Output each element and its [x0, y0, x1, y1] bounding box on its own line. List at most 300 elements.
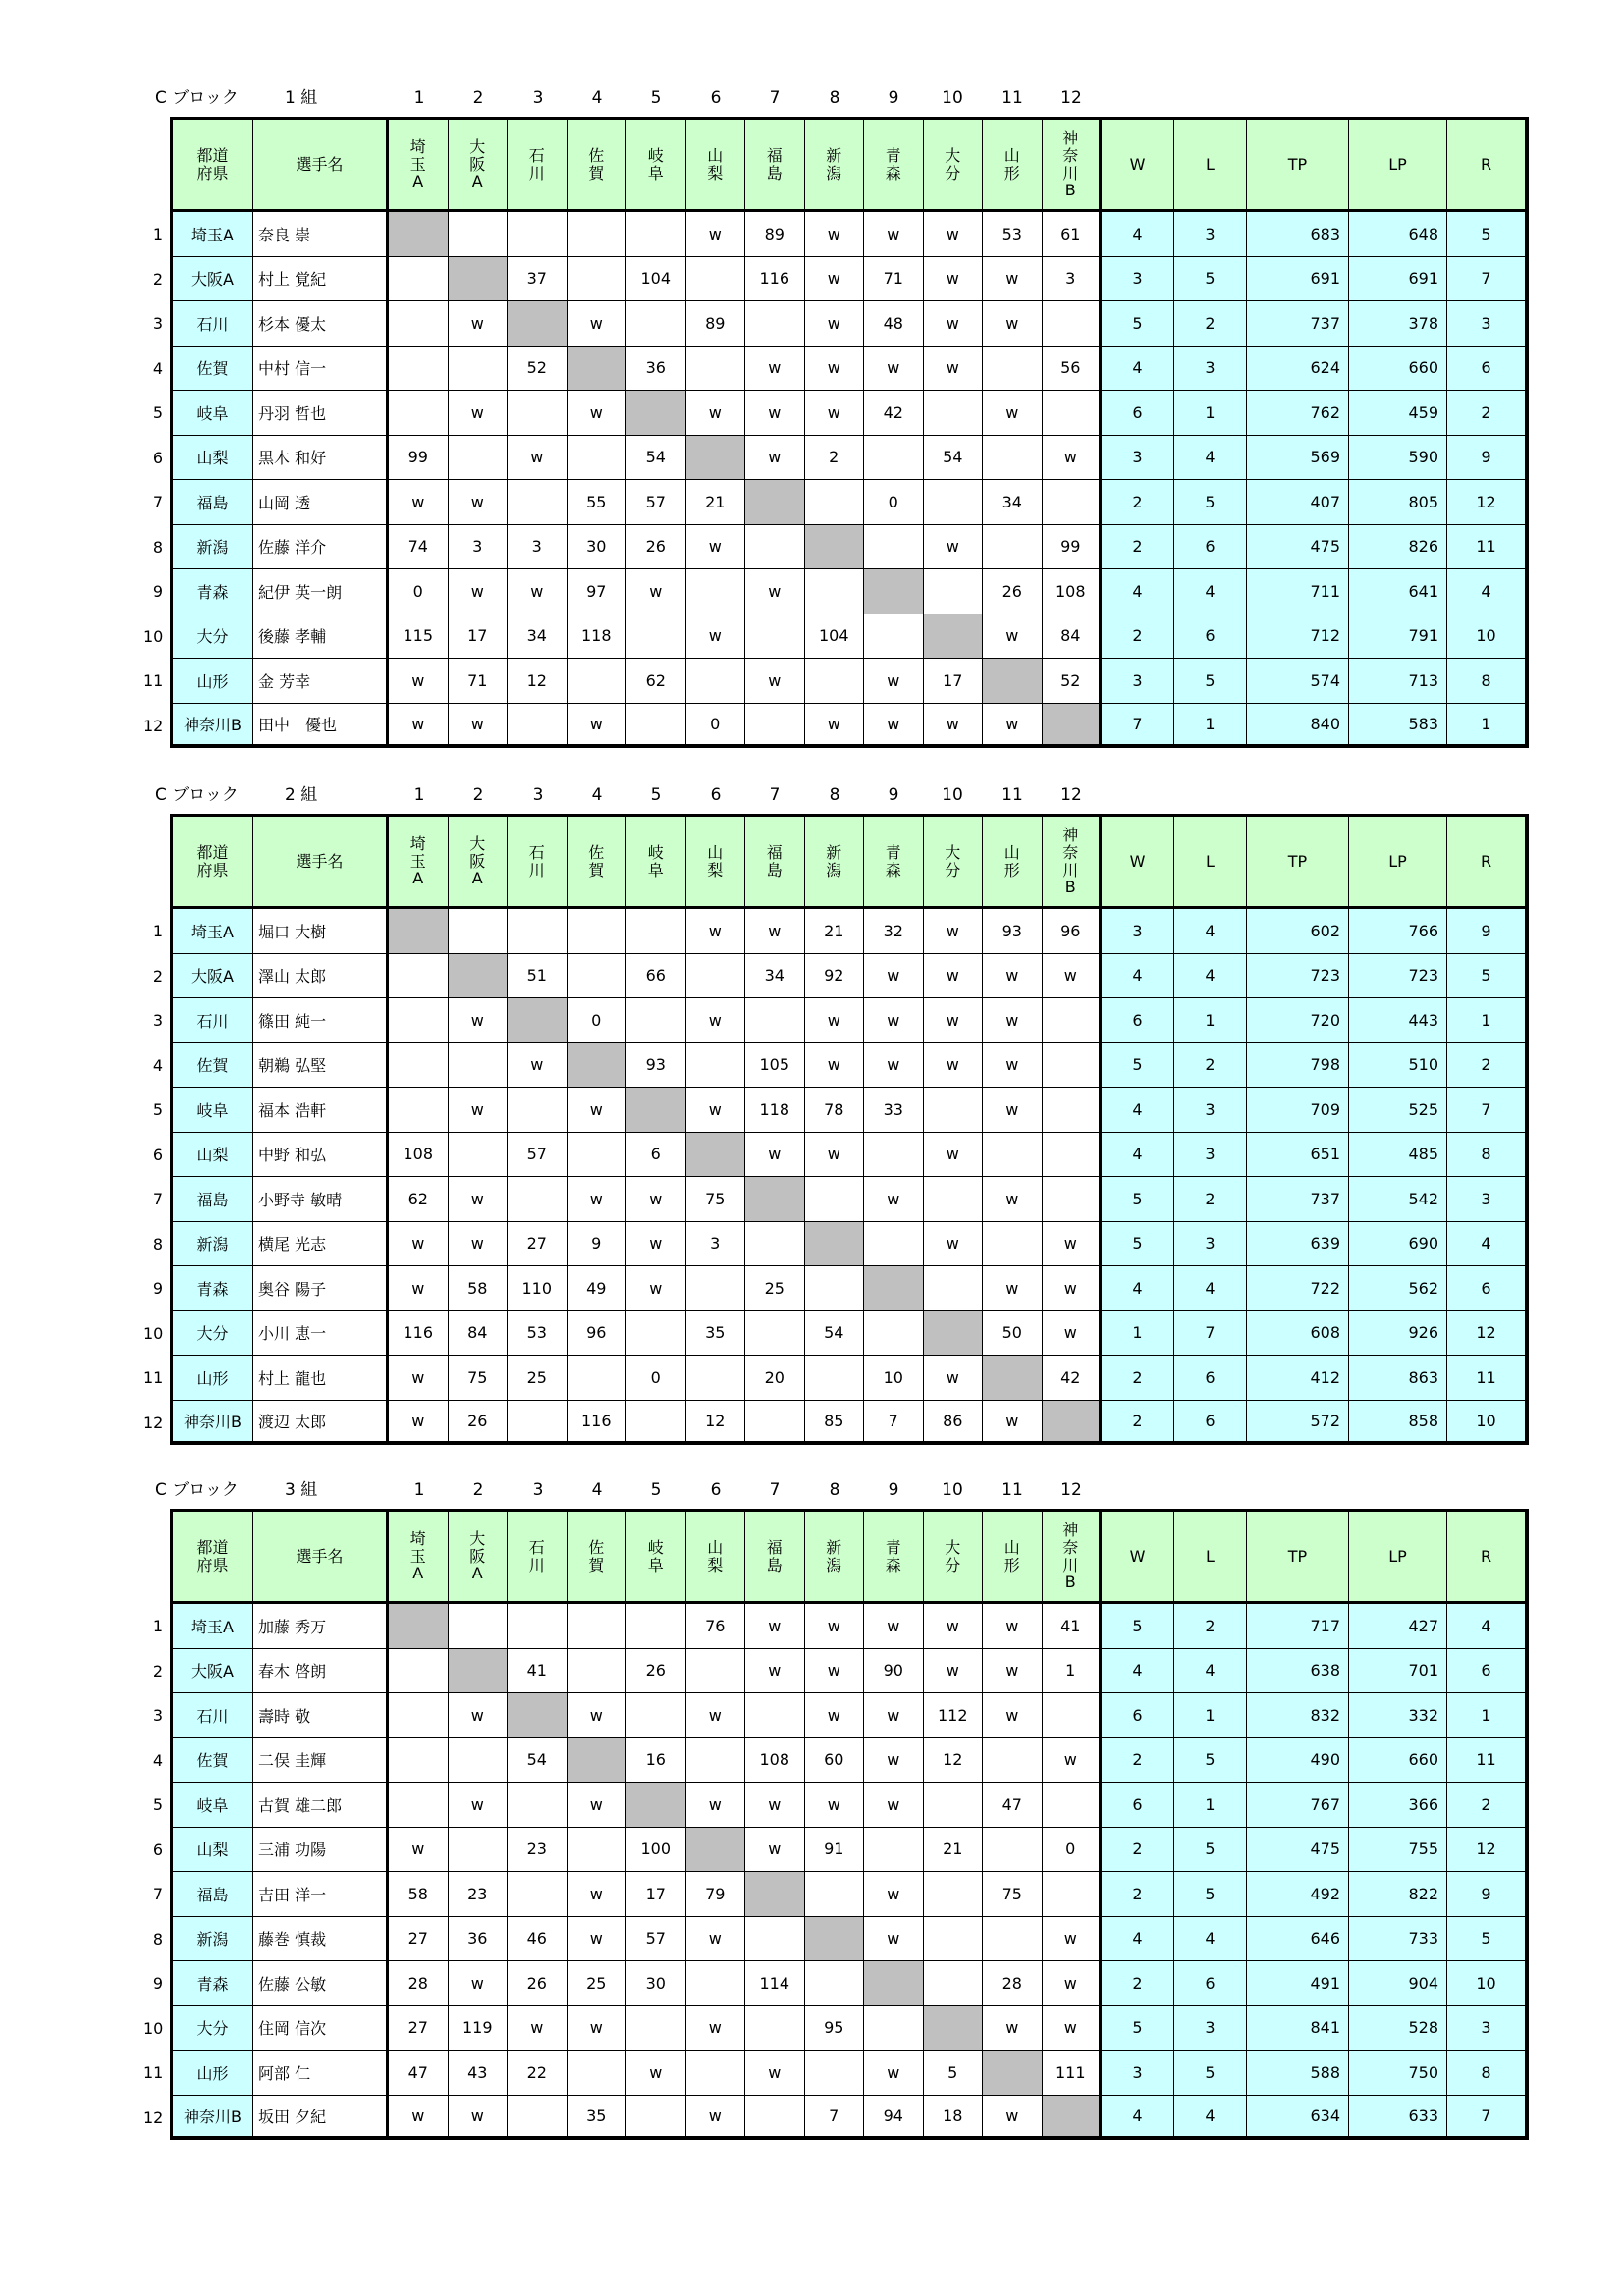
prefecture-cell: 大阪A — [173, 1649, 253, 1694]
stat-tp: 602 — [1247, 909, 1349, 954]
stat-l: 7 — [1174, 1311, 1247, 1357]
stat-l: 4 — [1174, 2096, 1247, 2138]
stat-tp: 412 — [1247, 1356, 1349, 1401]
stat-lp: 750 — [1349, 2051, 1447, 2096]
stat-l: 2 — [1174, 1604, 1247, 1649]
match-score-cell — [508, 391, 568, 436]
self-match-cell — [983, 2051, 1043, 2096]
match-score-cell: w — [805, 1604, 865, 1649]
group-label: 2 組 — [285, 785, 318, 805]
match-score-cell — [924, 1088, 984, 1133]
stat-tp: 569 — [1247, 436, 1349, 481]
stat-l: 3 — [1174, 212, 1247, 257]
match-score-cell: w — [449, 569, 509, 614]
player-name: 三浦 功陽 — [253, 1828, 389, 1873]
match-score-cell: w — [389, 1356, 449, 1401]
match-score-cell — [568, 257, 627, 302]
match-score-cell — [568, 1649, 627, 1694]
match-score-cell: 89 — [745, 212, 805, 257]
self-match-cell — [983, 659, 1043, 704]
match-score-cell — [508, 1783, 568, 1828]
match-score-cell: w — [1043, 1961, 1103, 2006]
match-score-cell — [864, 1133, 924, 1178]
match-score-cell: 21 — [924, 1828, 984, 1873]
match-score-cell — [626, 212, 686, 257]
match-score-cell — [745, 1222, 805, 1267]
match-score-cell — [924, 1177, 984, 1222]
row-number: 1 — [152, 922, 163, 940]
match-score-cell: w — [568, 1872, 627, 1917]
match-score-cell — [1043, 1872, 1103, 1917]
stat-tp: 767 — [1247, 1783, 1349, 1828]
prefecture-cell: 埼玉A — [173, 909, 253, 954]
stat-l: 5 — [1174, 1872, 1247, 1917]
row-number: 8 — [152, 1929, 163, 1949]
column-number: 3 — [532, 88, 544, 108]
match-score-cell: 26 — [626, 1649, 686, 1694]
match-score-cell: w — [983, 954, 1043, 999]
player-name: 金 芳幸 — [253, 659, 389, 704]
player-name: 奈良 崇 — [253, 212, 389, 257]
header-opponent: 山 梨 — [686, 817, 746, 909]
self-match-cell — [686, 1133, 746, 1178]
match-score-cell: w — [924, 301, 984, 347]
match-score-cell: w — [568, 1177, 627, 1222]
stat-r: 9 — [1447, 1872, 1526, 1917]
match-score-cell: 35 — [568, 2096, 627, 2138]
match-score-cell: w — [1043, 2006, 1103, 2052]
match-score-cell: w — [924, 954, 984, 999]
match-score-cell — [1043, 301, 1103, 347]
self-match-cell — [508, 998, 568, 1043]
stat-w: 5 — [1102, 1222, 1174, 1267]
match-score-cell: 42 — [1043, 1356, 1103, 1401]
self-match-cell — [805, 525, 865, 570]
match-score-cell — [1043, 1043, 1103, 1089]
match-score-cell: 9 — [568, 1222, 627, 1267]
stat-lp: 427 — [1349, 1604, 1447, 1649]
match-score-cell: w — [1043, 1311, 1103, 1357]
match-score-cell: 34 — [745, 954, 805, 999]
match-score-cell: 5 — [924, 2051, 984, 2096]
match-score-cell: w — [389, 480, 449, 525]
match-score-cell — [745, 301, 805, 347]
match-score-cell — [983, 347, 1043, 392]
match-score-cell — [626, 2096, 686, 2138]
match-score-cell: w — [983, 391, 1043, 436]
column-number: 9 — [888, 785, 899, 805]
match-score-cell: w — [805, 998, 865, 1043]
match-score-cell: 85 — [805, 1401, 865, 1443]
self-match-cell — [745, 480, 805, 525]
block-label: C ブロック — [155, 785, 239, 805]
self-match-cell — [626, 391, 686, 436]
stat-lp: 701 — [1349, 1649, 1447, 1694]
header-stat: R — [1447, 120, 1526, 212]
header-opponent: 埼 玉 A — [389, 1512, 449, 1604]
stat-l: 5 — [1174, 659, 1247, 704]
match-score-cell — [389, 1693, 449, 1738]
match-score-cell: 93 — [983, 909, 1043, 954]
stat-r: 6 — [1447, 347, 1526, 392]
self-match-cell — [924, 2006, 984, 2052]
stat-tp: 798 — [1247, 1043, 1349, 1089]
match-score-cell — [864, 1311, 924, 1357]
match-score-cell — [389, 391, 449, 436]
player-name: 坂田 夕紀 — [253, 2096, 389, 2138]
column-number: 9 — [888, 88, 899, 108]
match-score-cell — [568, 436, 627, 481]
match-score-cell: 27 — [389, 1917, 449, 1962]
stat-w: 4 — [1102, 569, 1174, 614]
player-name: 阿部 仁 — [253, 2051, 389, 2096]
match-score-cell — [805, 659, 865, 704]
row-number: 8 — [152, 537, 163, 557]
match-score-cell — [924, 1961, 984, 2006]
header-stat: R — [1447, 1512, 1526, 1604]
stat-lp: 766 — [1349, 909, 1447, 954]
match-score-cell: 90 — [864, 1649, 924, 1694]
match-score-cell: 116 — [745, 257, 805, 302]
stat-r: 6 — [1447, 1649, 1526, 1694]
stat-l: 1 — [1174, 1693, 1247, 1738]
match-score-cell: 17 — [924, 659, 984, 704]
match-score-cell: 54 — [626, 436, 686, 481]
stat-tp: 639 — [1247, 1222, 1349, 1267]
match-score-cell: w — [805, 1693, 865, 1738]
stat-l: 2 — [1174, 301, 1247, 347]
match-score-cell: 108 — [389, 1133, 449, 1178]
match-score-cell: 47 — [983, 1783, 1043, 1828]
prefecture-cell: 山梨 — [173, 436, 253, 481]
match-score-cell: 92 — [805, 954, 865, 999]
match-score-cell: 30 — [568, 525, 627, 570]
match-score-cell — [864, 614, 924, 660]
header-opponent: 埼 玉 A — [389, 817, 449, 909]
match-score-cell — [626, 1604, 686, 1649]
row-number: 12 — [143, 2108, 164, 2127]
match-score-cell: 10 — [864, 1356, 924, 1401]
match-score-cell: w — [508, 1043, 568, 1089]
match-score-cell: w — [686, 614, 746, 660]
stat-tp: 572 — [1247, 1401, 1349, 1443]
match-score-cell: 25 — [508, 1356, 568, 1401]
row-number: 7 — [152, 1885, 163, 1903]
self-match-cell — [924, 614, 984, 660]
match-score-cell — [1043, 1693, 1103, 1738]
column-number: 4 — [591, 1480, 603, 1500]
match-score-cell — [924, 480, 984, 525]
match-score-cell — [745, 525, 805, 570]
row-number: 11 — [143, 2063, 164, 2082]
match-score-cell: w — [864, 659, 924, 704]
match-score-cell — [508, 1177, 568, 1222]
stat-w: 2 — [1102, 525, 1174, 570]
header-stat: LP — [1349, 1512, 1447, 1604]
prefecture-cell: 山形 — [173, 2051, 253, 2096]
header-stat: W — [1102, 817, 1174, 909]
stat-w: 3 — [1102, 909, 1174, 954]
match-score-cell: w — [508, 569, 568, 614]
match-score-cell: w — [805, 212, 865, 257]
self-match-cell — [626, 1783, 686, 1828]
stat-tp: 490 — [1247, 1738, 1349, 1784]
stat-lp: 590 — [1349, 436, 1447, 481]
player-name: 奥谷 陽子 — [253, 1266, 389, 1311]
header-opponent: 神 奈 川 B — [1043, 817, 1103, 909]
stat-tp: 840 — [1247, 704, 1349, 746]
match-score-cell: w — [389, 1222, 449, 1267]
match-score-cell — [864, 525, 924, 570]
match-score-cell: 33 — [864, 1088, 924, 1133]
stat-w: 7 — [1102, 704, 1174, 746]
stat-r: 11 — [1447, 1356, 1526, 1401]
column-number: 1 — [413, 785, 425, 805]
prefecture-cell: 佐賀 — [173, 1738, 253, 1784]
match-score-cell: w — [1043, 1266, 1103, 1311]
match-score-cell: 3 — [686, 1222, 746, 1267]
prefecture-cell: 青森 — [173, 1266, 253, 1311]
prefecture-cell: 新潟 — [173, 1917, 253, 1962]
prefecture-cell: 山形 — [173, 1356, 253, 1401]
stat-r: 10 — [1447, 614, 1526, 660]
stat-r: 3 — [1447, 301, 1526, 347]
header-opponent: 大 分 — [924, 1512, 984, 1604]
match-score-cell: 115 — [389, 614, 449, 660]
stat-lp: 459 — [1349, 391, 1447, 436]
stat-lp: 510 — [1349, 1043, 1447, 1089]
match-score-cell: 62 — [626, 659, 686, 704]
stat-lp: 858 — [1349, 1401, 1447, 1443]
match-score-cell: w — [745, 1828, 805, 1873]
stat-tp: 588 — [1247, 2051, 1349, 2096]
stat-w: 6 — [1102, 1783, 1174, 1828]
match-score-cell — [389, 1783, 449, 1828]
prefecture-cell: 新潟 — [173, 525, 253, 570]
match-score-cell: 79 — [686, 1872, 746, 1917]
match-score-cell — [745, 2096, 805, 2138]
row-number: 1 — [152, 1617, 163, 1635]
match-score-cell: 114 — [745, 1961, 805, 2006]
stat-tp: 475 — [1247, 525, 1349, 570]
match-score-cell — [389, 1088, 449, 1133]
self-match-cell — [1043, 704, 1103, 746]
match-score-cell: 41 — [508, 1649, 568, 1694]
prefecture-cell: 青森 — [173, 569, 253, 614]
match-score-cell — [686, 1266, 746, 1311]
stat-w: 2 — [1102, 1738, 1174, 1784]
stat-l: 4 — [1174, 569, 1247, 614]
match-score-cell: w — [508, 436, 568, 481]
self-match-cell — [449, 257, 509, 302]
stat-l: 1 — [1174, 391, 1247, 436]
header-opponent: 福 島 — [745, 817, 805, 909]
player-name: 田中 優也 — [253, 704, 389, 746]
match-score-cell: w — [864, 1738, 924, 1784]
match-score-cell: w — [686, 391, 746, 436]
stat-w: 6 — [1102, 998, 1174, 1043]
match-score-cell — [864, 436, 924, 481]
match-score-cell: 30 — [626, 1961, 686, 2006]
match-score-cell — [924, 569, 984, 614]
player-name: 藤巻 慎裁 — [253, 1917, 389, 1962]
match-score-cell — [864, 2006, 924, 2052]
match-score-cell: 86 — [924, 1401, 984, 1443]
stat-w: 2 — [1102, 614, 1174, 660]
stat-l: 6 — [1174, 525, 1247, 570]
stat-w: 4 — [1102, 347, 1174, 392]
group-block — [0, 84, 1624, 772]
match-score-cell: w — [686, 525, 746, 570]
stat-r: 1 — [1447, 998, 1526, 1043]
match-score-cell: w — [449, 480, 509, 525]
stat-lp: 926 — [1349, 1311, 1447, 1357]
player-name: 杉本 優太 — [253, 301, 389, 347]
stat-r: 11 — [1447, 1738, 1526, 1784]
column-number: 5 — [650, 1480, 662, 1500]
stat-l: 3 — [1174, 1088, 1247, 1133]
stat-w: 4 — [1102, 954, 1174, 999]
self-match-cell — [805, 1222, 865, 1267]
header-opponent: 青 森 — [864, 120, 924, 212]
stat-r: 2 — [1447, 391, 1526, 436]
match-score-cell — [449, 1604, 509, 1649]
stat-w: 2 — [1102, 1828, 1174, 1873]
stat-w: 3 — [1102, 2051, 1174, 2096]
prefecture-cell: 福島 — [173, 480, 253, 525]
stat-tp: 711 — [1247, 569, 1349, 614]
match-score-cell — [389, 954, 449, 999]
match-score-cell: 12 — [924, 1738, 984, 1784]
header-opponent: 大 分 — [924, 120, 984, 212]
match-score-cell: w — [745, 659, 805, 704]
stat-lp: 733 — [1349, 1917, 1447, 1962]
match-score-cell — [389, 257, 449, 302]
match-score-cell — [568, 1356, 627, 1401]
player-name: 朝鵜 弘堅 — [253, 1043, 389, 1089]
match-score-cell — [745, 614, 805, 660]
column-number: 12 — [1060, 785, 1082, 805]
match-score-cell: w — [449, 1693, 509, 1738]
match-score-cell: 42 — [864, 391, 924, 436]
header-pref: 都道 府県 — [173, 817, 253, 909]
match-score-cell — [626, 2006, 686, 2052]
stat-lp: 660 — [1349, 347, 1447, 392]
prefecture-cell: 新潟 — [173, 1222, 253, 1267]
match-score-cell — [568, 659, 627, 704]
match-score-cell: w — [508, 2006, 568, 2052]
match-score-cell: 57 — [626, 480, 686, 525]
match-score-cell: 111 — [1043, 2051, 1103, 2096]
player-name: 横尾 光志 — [253, 1222, 389, 1267]
match-score-cell: 21 — [805, 909, 865, 954]
match-score-cell: w — [1043, 1222, 1103, 1267]
prefecture-cell: 神奈川B — [173, 1401, 253, 1443]
row-number: 3 — [152, 314, 163, 333]
stat-tp: 709 — [1247, 1088, 1349, 1133]
match-score-cell — [983, 436, 1043, 481]
stat-tp: 683 — [1247, 212, 1349, 257]
stat-l: 4 — [1174, 1266, 1247, 1311]
player-name: 山岡 透 — [253, 480, 389, 525]
match-score-cell: w — [924, 525, 984, 570]
stat-r: 3 — [1447, 1177, 1526, 1222]
match-score-cell — [508, 704, 568, 746]
column-number: 7 — [769, 785, 781, 805]
stat-l: 5 — [1174, 1738, 1247, 1784]
header-opponent: 佐 賀 — [568, 1512, 627, 1604]
prefecture-cell: 福島 — [173, 1177, 253, 1222]
header-opponent: 青 森 — [864, 817, 924, 909]
match-score-cell — [745, 1401, 805, 1443]
match-score-cell: w — [983, 1401, 1043, 1443]
match-score-cell: 36 — [449, 1917, 509, 1962]
column-number: 6 — [710, 1480, 722, 1500]
match-score-cell: 54 — [508, 1738, 568, 1784]
column-number: 5 — [650, 785, 662, 805]
match-score-cell: 48 — [864, 301, 924, 347]
match-score-cell: w — [864, 1043, 924, 1089]
stat-l: 3 — [1174, 2006, 1247, 2052]
stat-lp: 822 — [1349, 1872, 1447, 1917]
row-number: 9 — [152, 582, 163, 601]
match-score-cell — [745, 2006, 805, 2052]
results-table — [170, 117, 1529, 748]
match-score-cell: 36 — [626, 347, 686, 392]
stat-tp: 624 — [1247, 347, 1349, 392]
stat-lp: 904 — [1349, 1961, 1447, 2006]
stat-tp: 475 — [1247, 1828, 1349, 1873]
stat-r: 9 — [1447, 909, 1526, 954]
row-number: 4 — [152, 358, 163, 378]
header-opponent: 青 森 — [864, 1512, 924, 1604]
match-score-cell — [449, 347, 509, 392]
match-score-cell — [1043, 998, 1103, 1043]
match-score-cell — [686, 569, 746, 614]
match-score-cell: w — [1043, 436, 1103, 481]
prefecture-cell: 大分 — [173, 2006, 253, 2052]
prefecture-cell: 石川 — [173, 1693, 253, 1738]
prefecture-cell: 大分 — [173, 614, 253, 660]
match-score-cell: w — [568, 1917, 627, 1962]
prefecture-cell: 山形 — [173, 659, 253, 704]
match-score-cell: w — [924, 1043, 984, 1089]
match-score-cell: w — [389, 2096, 449, 2138]
stat-l: 3 — [1174, 1133, 1247, 1178]
match-score-cell: 16 — [626, 1738, 686, 1784]
column-number: 6 — [710, 88, 722, 108]
match-score-cell: w — [805, 1783, 865, 1828]
match-score-cell: w — [983, 1088, 1043, 1133]
stat-tp: 638 — [1247, 1649, 1349, 1694]
stat-tp: 762 — [1247, 391, 1349, 436]
stat-tp: 407 — [1247, 480, 1349, 525]
stat-lp: 485 — [1349, 1133, 1447, 1178]
stat-lp: 528 — [1349, 2006, 1447, 2052]
header-opponent: 福 島 — [745, 1512, 805, 1604]
match-score-cell — [389, 347, 449, 392]
stat-r: 6 — [1447, 1266, 1526, 1311]
match-score-cell: w — [864, 2051, 924, 2096]
player-name: 春木 啓朗 — [253, 1649, 389, 1694]
column-number: 3 — [532, 785, 544, 805]
row-number: 5 — [152, 1795, 163, 1814]
match-score-cell: w — [745, 347, 805, 392]
row-number: 4 — [152, 1055, 163, 1075]
row-number: 5 — [152, 403, 163, 422]
stat-lp: 583 — [1349, 704, 1447, 746]
header-opponent: 山 形 — [983, 120, 1043, 212]
